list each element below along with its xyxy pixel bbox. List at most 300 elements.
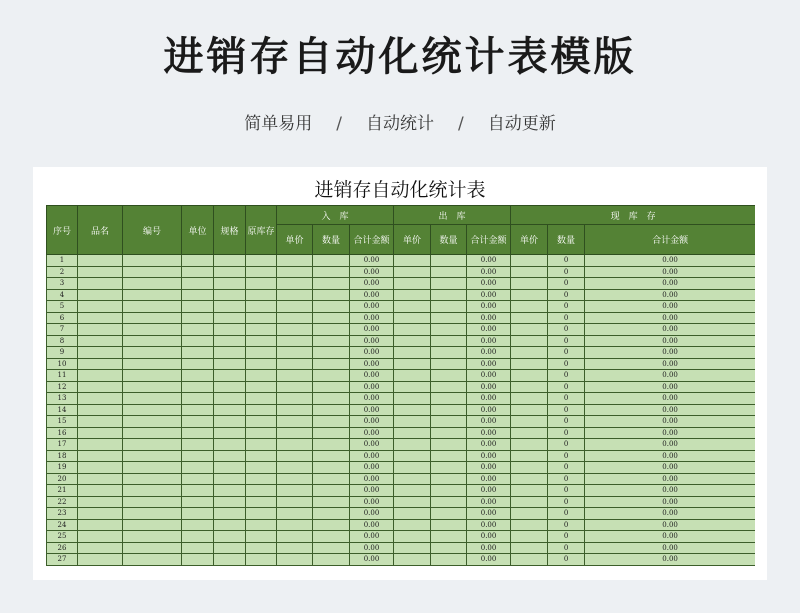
cell-unit[interactable] <box>182 416 214 428</box>
cell-out-price[interactable] <box>394 324 431 336</box>
cell-out-qty[interactable] <box>431 370 467 382</box>
cell-code[interactable] <box>123 347 182 359</box>
cell-in-amount[interactable]: 0.00 <box>350 381 394 393</box>
cell-stock-qty[interactable]: 0 <box>548 347 585 359</box>
cell-out-qty[interactable] <box>431 473 467 485</box>
cell-in-price[interactable] <box>277 427 313 439</box>
cell-name[interactable] <box>78 266 123 278</box>
cell-spec[interactable] <box>214 301 246 313</box>
cell-in-qty[interactable] <box>313 427 350 439</box>
cell-out-price[interactable] <box>394 542 431 554</box>
cell-opening[interactable] <box>246 266 277 278</box>
cell-in-price[interactable] <box>277 496 313 508</box>
cell-in-price[interactable] <box>277 519 313 531</box>
cell-seq[interactable]: 24 <box>47 519 78 531</box>
cell-name[interactable] <box>78 462 123 474</box>
cell-stock-price[interactable] <box>511 496 548 508</box>
cell-stock-qty[interactable]: 0 <box>548 554 585 566</box>
cell-spec[interactable] <box>214 542 246 554</box>
cell-code[interactable] <box>123 531 182 543</box>
cell-stock-qty[interactable]: 0 <box>548 439 585 451</box>
cell-stock-qty[interactable]: 0 <box>548 278 585 290</box>
cell-unit[interactable] <box>182 450 214 462</box>
cell-stock-amount[interactable]: 0.00 <box>585 370 755 382</box>
cell-stock-price[interactable] <box>511 324 548 336</box>
cell-in-qty[interactable] <box>313 347 350 359</box>
cell-stock-qty[interactable]: 0 <box>548 485 585 497</box>
cell-seq[interactable]: 9 <box>47 347 78 359</box>
cell-out-price[interactable] <box>394 289 431 301</box>
cell-seq[interactable]: 16 <box>47 427 78 439</box>
cell-code[interactable] <box>123 554 182 566</box>
cell-spec[interactable] <box>214 519 246 531</box>
cell-in-price[interactable] <box>277 347 313 359</box>
cell-spec[interactable] <box>214 531 246 543</box>
cell-out-amount[interactable]: 0.00 <box>467 266 511 278</box>
cell-out-price[interactable] <box>394 519 431 531</box>
cell-stock-price[interactable] <box>511 508 548 520</box>
cell-opening[interactable] <box>246 301 277 313</box>
cell-spec[interactable] <box>214 439 246 451</box>
cell-out-qty[interactable] <box>431 393 467 405</box>
cell-in-amount[interactable]: 0.00 <box>350 508 394 520</box>
cell-out-amount[interactable]: 0.00 <box>467 381 511 393</box>
cell-opening[interactable] <box>246 278 277 290</box>
cell-in-qty[interactable] <box>313 370 350 382</box>
cell-out-amount[interactable]: 0.00 <box>467 289 511 301</box>
cell-stock-amount[interactable]: 0.00 <box>585 531 755 543</box>
cell-stock-amount[interactable]: 0.00 <box>585 462 755 474</box>
cell-out-amount[interactable]: 0.00 <box>467 462 511 474</box>
cell-stock-amount[interactable]: 0.00 <box>585 324 755 336</box>
cell-stock-price[interactable] <box>511 393 548 405</box>
cell-unit[interactable] <box>182 266 214 278</box>
cell-code[interactable] <box>123 427 182 439</box>
cell-spec[interactable] <box>214 358 246 370</box>
cell-stock-price[interactable] <box>511 312 548 324</box>
cell-unit[interactable] <box>182 531 214 543</box>
cell-seq[interactable]: 19 <box>47 462 78 474</box>
cell-spec[interactable] <box>214 278 246 290</box>
cell-in-qty[interactable] <box>313 508 350 520</box>
cell-out-amount[interactable]: 0.00 <box>467 542 511 554</box>
cell-opening[interactable] <box>246 450 277 462</box>
cell-stock-amount[interactable]: 0.00 <box>585 404 755 416</box>
cell-name[interactable] <box>78 496 123 508</box>
cell-stock-amount[interactable]: 0.00 <box>585 450 755 462</box>
cell-in-price[interactable] <box>277 439 313 451</box>
cell-opening[interactable] <box>246 393 277 405</box>
cell-spec[interactable] <box>214 289 246 301</box>
cell-stock-price[interactable] <box>511 358 548 370</box>
cell-stock-price[interactable] <box>511 554 548 566</box>
cell-out-amount[interactable]: 0.00 <box>467 427 511 439</box>
cell-out-qty[interactable] <box>431 485 467 497</box>
cell-in-amount[interactable]: 0.00 <box>350 347 394 359</box>
cell-in-amount[interactable]: 0.00 <box>350 335 394 347</box>
cell-in-amount[interactable]: 0.00 <box>350 496 394 508</box>
cell-name[interactable] <box>78 439 123 451</box>
cell-spec[interactable] <box>214 554 246 566</box>
cell-in-price[interactable] <box>277 404 313 416</box>
cell-code[interactable] <box>123 439 182 451</box>
cell-unit[interactable] <box>182 473 214 485</box>
cell-in-amount[interactable]: 0.00 <box>350 393 394 405</box>
cell-in-amount[interactable]: 0.00 <box>350 473 394 485</box>
cell-stock-amount[interactable]: 0.00 <box>585 381 755 393</box>
cell-stock-qty[interactable]: 0 <box>548 393 585 405</box>
cell-opening[interactable] <box>246 427 277 439</box>
cell-out-qty[interactable] <box>431 266 467 278</box>
cell-in-price[interactable] <box>277 393 313 405</box>
cell-out-price[interactable] <box>394 278 431 290</box>
cell-spec[interactable] <box>214 462 246 474</box>
cell-out-amount[interactable]: 0.00 <box>467 255 511 267</box>
cell-in-amount[interactable]: 0.00 <box>350 542 394 554</box>
cell-opening[interactable] <box>246 485 277 497</box>
cell-spec[interactable] <box>214 404 246 416</box>
cell-code[interactable] <box>123 485 182 497</box>
cell-stock-price[interactable] <box>511 335 548 347</box>
cell-in-amount[interactable]: 0.00 <box>350 255 394 267</box>
cell-stock-amount[interactable]: 0.00 <box>585 347 755 359</box>
cell-in-price[interactable] <box>277 508 313 520</box>
cell-stock-qty[interactable]: 0 <box>548 531 585 543</box>
cell-opening[interactable] <box>246 404 277 416</box>
cell-in-price[interactable] <box>277 289 313 301</box>
cell-out-qty[interactable] <box>431 324 467 336</box>
cell-in-qty[interactable] <box>313 404 350 416</box>
cell-out-price[interactable] <box>394 416 431 428</box>
cell-unit[interactable] <box>182 370 214 382</box>
cell-out-amount[interactable]: 0.00 <box>467 485 511 497</box>
cell-code[interactable] <box>123 393 182 405</box>
cell-in-amount[interactable]: 0.00 <box>350 278 394 290</box>
cell-in-qty[interactable] <box>313 416 350 428</box>
cell-spec[interactable] <box>214 450 246 462</box>
cell-code[interactable] <box>123 301 182 313</box>
cell-unit[interactable] <box>182 404 214 416</box>
cell-stock-qty[interactable]: 0 <box>548 496 585 508</box>
cell-stock-qty[interactable]: 0 <box>548 473 585 485</box>
cell-code[interactable] <box>123 473 182 485</box>
cell-stock-price[interactable] <box>511 531 548 543</box>
cell-spec[interactable] <box>214 347 246 359</box>
cell-stock-price[interactable] <box>511 450 548 462</box>
cell-unit[interactable] <box>182 496 214 508</box>
cell-opening[interactable] <box>246 519 277 531</box>
cell-stock-price[interactable] <box>511 485 548 497</box>
cell-name[interactable] <box>78 519 123 531</box>
cell-stock-qty[interactable]: 0 <box>548 335 585 347</box>
cell-out-price[interactable] <box>394 439 431 451</box>
cell-unit[interactable] <box>182 485 214 497</box>
cell-out-price[interactable] <box>394 462 431 474</box>
cell-name[interactable] <box>78 347 123 359</box>
cell-out-price[interactable] <box>394 381 431 393</box>
cell-seq[interactable]: 23 <box>47 508 78 520</box>
cell-out-qty[interactable] <box>431 542 467 554</box>
cell-in-amount[interactable]: 0.00 <box>350 519 394 531</box>
cell-stock-qty[interactable]: 0 <box>548 312 585 324</box>
cell-out-price[interactable] <box>394 301 431 313</box>
cell-unit[interactable] <box>182 554 214 566</box>
cell-opening[interactable] <box>246 255 277 267</box>
cell-out-qty[interactable] <box>431 519 467 531</box>
cell-unit[interactable] <box>182 542 214 554</box>
cell-stock-price[interactable] <box>511 266 548 278</box>
cell-opening[interactable] <box>246 439 277 451</box>
cell-in-amount[interactable]: 0.00 <box>350 312 394 324</box>
cell-name[interactable] <box>78 335 123 347</box>
cell-opening[interactable] <box>246 531 277 543</box>
cell-code[interactable] <box>123 416 182 428</box>
cell-name[interactable] <box>78 289 123 301</box>
cell-stock-qty[interactable]: 0 <box>548 542 585 554</box>
cell-unit[interactable] <box>182 393 214 405</box>
cell-in-amount[interactable]: 0.00 <box>350 358 394 370</box>
cell-stock-qty[interactable]: 0 <box>548 462 585 474</box>
cell-out-amount[interactable]: 0.00 <box>467 473 511 485</box>
cell-out-amount[interactable]: 0.00 <box>467 347 511 359</box>
cell-seq[interactable]: 12 <box>47 381 78 393</box>
cell-out-qty[interactable] <box>431 450 467 462</box>
cell-stock-qty[interactable]: 0 <box>548 358 585 370</box>
cell-opening[interactable] <box>246 462 277 474</box>
cell-opening[interactable] <box>246 416 277 428</box>
cell-in-qty[interactable] <box>313 542 350 554</box>
cell-in-price[interactable] <box>277 335 313 347</box>
cell-stock-amount[interactable]: 0.00 <box>585 289 755 301</box>
cell-code[interactable] <box>123 542 182 554</box>
cell-spec[interactable] <box>214 508 246 520</box>
cell-in-qty[interactable] <box>313 324 350 336</box>
cell-name[interactable] <box>78 485 123 497</box>
cell-unit[interactable] <box>182 347 214 359</box>
cell-name[interactable] <box>78 255 123 267</box>
cell-out-amount[interactable]: 0.00 <box>467 312 511 324</box>
cell-stock-price[interactable] <box>511 370 548 382</box>
cell-stock-amount[interactable]: 0.00 <box>585 473 755 485</box>
cell-in-qty[interactable] <box>313 519 350 531</box>
cell-code[interactable] <box>123 462 182 474</box>
cell-in-price[interactable] <box>277 462 313 474</box>
cell-seq[interactable]: 2 <box>47 266 78 278</box>
cell-out-amount[interactable]: 0.00 <box>467 404 511 416</box>
cell-stock-price[interactable] <box>511 255 548 267</box>
cell-in-qty[interactable] <box>313 473 350 485</box>
cell-out-qty[interactable] <box>431 496 467 508</box>
cell-seq[interactable]: 4 <box>47 289 78 301</box>
cell-code[interactable] <box>123 266 182 278</box>
cell-code[interactable] <box>123 278 182 290</box>
cell-spec[interactable] <box>214 335 246 347</box>
cell-in-qty[interactable] <box>313 393 350 405</box>
cell-name[interactable] <box>78 427 123 439</box>
cell-out-price[interactable] <box>394 266 431 278</box>
cell-in-price[interactable] <box>277 255 313 267</box>
cell-stock-amount[interactable]: 0.00 <box>585 416 755 428</box>
cell-name[interactable] <box>78 381 123 393</box>
cell-in-price[interactable] <box>277 531 313 543</box>
cell-name[interactable] <box>78 404 123 416</box>
cell-name[interactable] <box>78 554 123 566</box>
cell-unit[interactable] <box>182 519 214 531</box>
cell-stock-amount[interactable]: 0.00 <box>585 519 755 531</box>
cell-seq[interactable]: 3 <box>47 278 78 290</box>
cell-code[interactable] <box>123 335 182 347</box>
cell-in-price[interactable] <box>277 370 313 382</box>
cell-out-price[interactable] <box>394 370 431 382</box>
cell-unit[interactable] <box>182 462 214 474</box>
cell-spec[interactable] <box>214 255 246 267</box>
cell-stock-price[interactable] <box>511 278 548 290</box>
cell-out-qty[interactable] <box>431 462 467 474</box>
cell-in-price[interactable] <box>277 416 313 428</box>
cell-out-amount[interactable]: 0.00 <box>467 531 511 543</box>
cell-in-price[interactable] <box>277 485 313 497</box>
cell-code[interactable] <box>123 450 182 462</box>
cell-out-qty[interactable] <box>431 278 467 290</box>
cell-in-price[interactable] <box>277 266 313 278</box>
cell-code[interactable] <box>123 358 182 370</box>
cell-opening[interactable] <box>246 370 277 382</box>
cell-in-qty[interactable] <box>313 358 350 370</box>
cell-name[interactable] <box>78 416 123 428</box>
cell-out-amount[interactable]: 0.00 <box>467 508 511 520</box>
cell-name[interactable] <box>78 450 123 462</box>
cell-code[interactable] <box>123 496 182 508</box>
cell-seq[interactable]: 18 <box>47 450 78 462</box>
cell-stock-qty[interactable]: 0 <box>548 508 585 520</box>
cell-opening[interactable] <box>246 347 277 359</box>
cell-out-amount[interactable]: 0.00 <box>467 554 511 566</box>
cell-opening[interactable] <box>246 542 277 554</box>
cell-out-amount[interactable]: 0.00 <box>467 519 511 531</box>
cell-stock-price[interactable] <box>511 473 548 485</box>
cell-seq[interactable]: 22 <box>47 496 78 508</box>
cell-unit[interactable] <box>182 358 214 370</box>
cell-seq[interactable]: 8 <box>47 335 78 347</box>
cell-stock-price[interactable] <box>511 542 548 554</box>
cell-stock-qty[interactable]: 0 <box>548 416 585 428</box>
cell-stock-price[interactable] <box>511 519 548 531</box>
cell-in-qty[interactable] <box>313 255 350 267</box>
cell-out-price[interactable] <box>394 393 431 405</box>
cell-out-amount[interactable]: 0.00 <box>467 358 511 370</box>
cell-opening[interactable] <box>246 554 277 566</box>
cell-out-qty[interactable] <box>431 335 467 347</box>
cell-spec[interactable] <box>214 266 246 278</box>
cell-stock-amount[interactable]: 0.00 <box>585 301 755 313</box>
cell-stock-price[interactable] <box>511 289 548 301</box>
cell-in-qty[interactable] <box>313 485 350 497</box>
cell-unit[interactable] <box>182 335 214 347</box>
cell-spec[interactable] <box>214 427 246 439</box>
cell-spec[interactable] <box>214 312 246 324</box>
cell-in-price[interactable] <box>277 358 313 370</box>
cell-out-qty[interactable] <box>431 439 467 451</box>
cell-code[interactable] <box>123 255 182 267</box>
cell-stock-price[interactable] <box>511 416 548 428</box>
cell-out-amount[interactable]: 0.00 <box>467 496 511 508</box>
cell-opening[interactable] <box>246 508 277 520</box>
cell-unit[interactable] <box>182 439 214 451</box>
cell-out-price[interactable] <box>394 496 431 508</box>
cell-out-price[interactable] <box>394 312 431 324</box>
cell-in-qty[interactable] <box>313 450 350 462</box>
cell-out-price[interactable] <box>394 404 431 416</box>
cell-in-amount[interactable]: 0.00 <box>350 485 394 497</box>
cell-in-amount[interactable]: 0.00 <box>350 266 394 278</box>
cell-name[interactable] <box>78 473 123 485</box>
cell-out-qty[interactable] <box>431 531 467 543</box>
cell-stock-amount[interactable]: 0.00 <box>585 439 755 451</box>
cell-name[interactable] <box>78 542 123 554</box>
cell-out-amount[interactable]: 0.00 <box>467 324 511 336</box>
cell-stock-amount[interactable]: 0.00 <box>585 496 755 508</box>
cell-in-amount[interactable]: 0.00 <box>350 450 394 462</box>
cell-name[interactable] <box>78 531 123 543</box>
cell-code[interactable] <box>123 370 182 382</box>
cell-stock-amount[interactable]: 0.00 <box>585 485 755 497</box>
cell-stock-price[interactable] <box>511 427 548 439</box>
cell-stock-amount[interactable]: 0.00 <box>585 542 755 554</box>
cell-spec[interactable] <box>214 370 246 382</box>
cell-out-qty[interactable] <box>431 289 467 301</box>
cell-out-qty[interactable] <box>431 416 467 428</box>
cell-name[interactable] <box>78 278 123 290</box>
cell-out-qty[interactable] <box>431 554 467 566</box>
cell-unit[interactable] <box>182 255 214 267</box>
cell-stock-qty[interactable]: 0 <box>548 519 585 531</box>
cell-seq[interactable]: 6 <box>47 312 78 324</box>
cell-spec[interactable] <box>214 381 246 393</box>
cell-out-price[interactable] <box>394 358 431 370</box>
cell-in-amount[interactable]: 0.00 <box>350 462 394 474</box>
cell-stock-qty[interactable]: 0 <box>548 404 585 416</box>
cell-in-qty[interactable] <box>313 289 350 301</box>
cell-stock-amount[interactable]: 0.00 <box>585 255 755 267</box>
cell-spec[interactable] <box>214 485 246 497</box>
cell-out-amount[interactable]: 0.00 <box>467 393 511 405</box>
cell-out-price[interactable] <box>394 255 431 267</box>
cell-unit[interactable] <box>182 301 214 313</box>
cell-opening[interactable] <box>246 381 277 393</box>
cell-name[interactable] <box>78 393 123 405</box>
cell-stock-price[interactable] <box>511 439 548 451</box>
cell-seq[interactable]: 14 <box>47 404 78 416</box>
cell-in-amount[interactable]: 0.00 <box>350 554 394 566</box>
cell-in-qty[interactable] <box>313 381 350 393</box>
cell-in-amount[interactable]: 0.00 <box>350 439 394 451</box>
cell-code[interactable] <box>123 289 182 301</box>
cell-out-qty[interactable] <box>431 404 467 416</box>
cell-code[interactable] <box>123 381 182 393</box>
cell-out-amount[interactable]: 0.00 <box>467 439 511 451</box>
cell-stock-qty[interactable]: 0 <box>548 266 585 278</box>
cell-in-amount[interactable]: 0.00 <box>350 416 394 428</box>
cell-in-qty[interactable] <box>313 278 350 290</box>
cell-stock-amount[interactable]: 0.00 <box>585 554 755 566</box>
cell-in-qty[interactable] <box>313 554 350 566</box>
cell-stock-price[interactable] <box>511 462 548 474</box>
cell-out-amount[interactable]: 0.00 <box>467 335 511 347</box>
cell-name[interactable] <box>78 301 123 313</box>
cell-seq[interactable]: 25 <box>47 531 78 543</box>
cell-name[interactable] <box>78 508 123 520</box>
cell-code[interactable] <box>123 508 182 520</box>
